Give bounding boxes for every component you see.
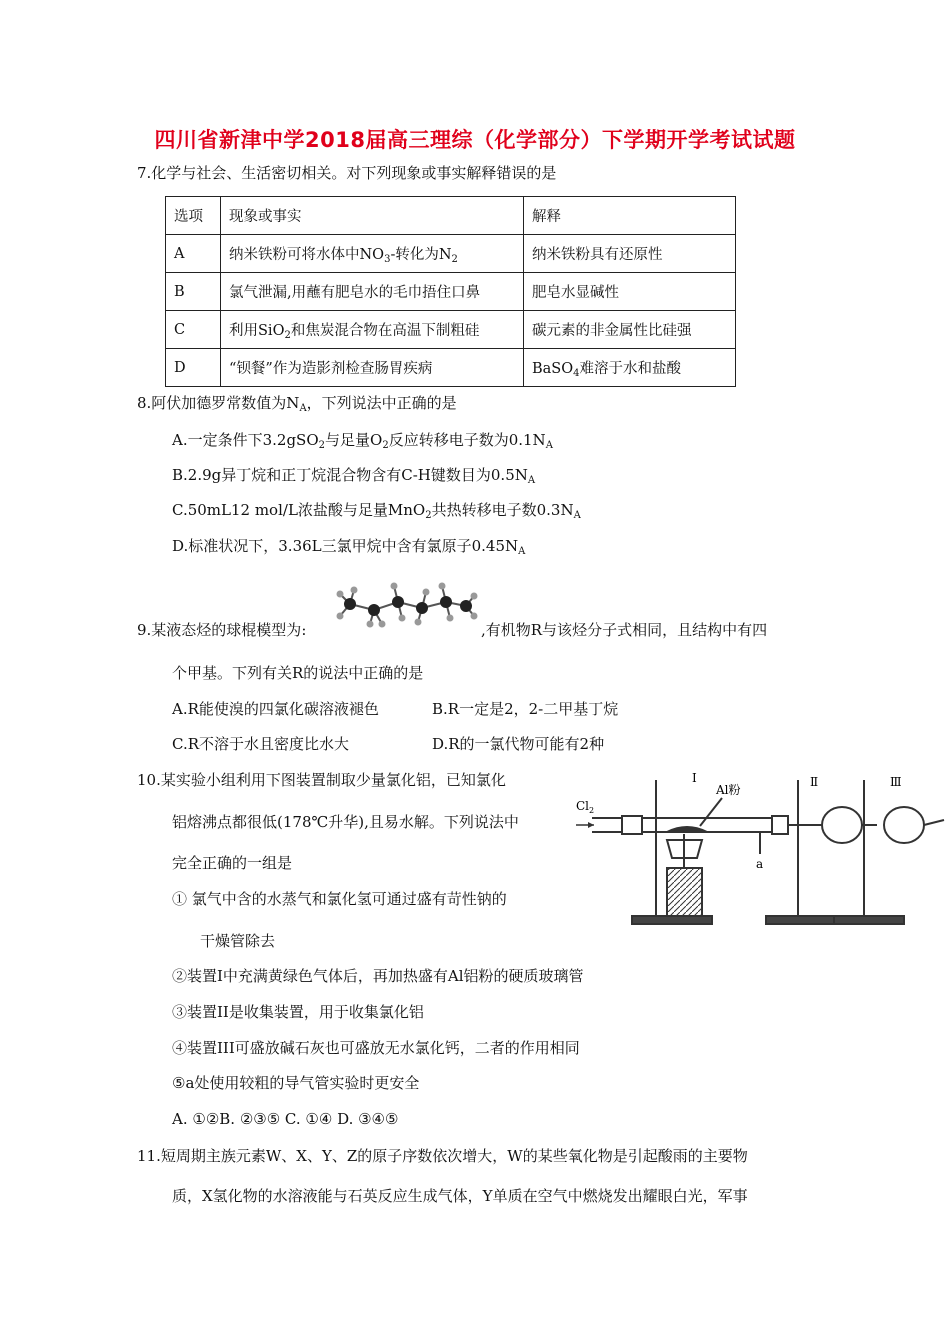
apparatus-iii-label: Ⅲ [890,775,902,789]
q9-stem-end: ,有机物R与该烃分子式相同，且结构中有四 [481,621,768,639]
q10-stem-line2: 铝熔沸点都很低(178℃升华),且易水解。下列说法中 [172,813,519,831]
row-option: C [166,311,221,349]
q10-statement-1a: ① 氯气中含的水蒸气和氯化氢可通过盛有苛性钠的 [172,890,507,908]
q9-stem-line2: 个甲基。下列有关R的说法中正确的是 [172,664,424,682]
q9-stem-start: 9.某液态烃的球棍模型为: [137,621,307,639]
q10-statement-1b: 干燥管除去 [200,932,276,950]
q9-option-a: A.R能使溴的四氯化碳溶液褪色 [172,700,379,718]
table-row [166,311,736,349]
q11-stem-line1: 11.短周期主族元素W、X、Y、Z的原子序数依次增大，W的某些氧化物是引起酸雨的主要物 [137,1147,748,1165]
apparatus-i-label: I [692,771,697,785]
table-row [166,349,736,387]
al-powder-label: Al粉 [716,783,741,797]
row-option: D [166,349,221,387]
row-explanation: 肥皂水显碱性 [524,273,736,311]
header-fact: 现象或事实 [221,197,524,235]
q9-option-b: B.R一定是2，2-二甲基丁烷 [432,700,619,718]
q9-option-c: C.R不溶于水且密度比水大 [172,735,350,753]
q9-option-d: D.R的一氯代物可能有2种 [432,735,605,753]
q10-options: A. ①②B. ②③⑤ C. ①④ D. ③④⑤ [172,1110,399,1128]
row-explanation: 纳米铁粉具有还原性 [524,235,736,273]
q10-statement-5: ⑤a处使用较粗的导气管实验时更安全 [172,1074,420,1092]
row-fact: “钡餐”作为造影剂检查肠胃疾病 [221,349,524,387]
q7-stem: 7.化学与社会、生活密切相关。对下列现象或事实解释错误的是 [137,164,557,182]
row-fact: 利用SiO$_2$和焦炭混合物在高温下制粗硅 [221,311,524,349]
row-explanation: BaSO$_4$难溶于水和盐酸 [524,349,736,387]
q8-stem: 8.阿伏加德罗常数值为$N_A$，下列说法中正确的是 [137,394,457,414]
row-option: B [166,273,221,311]
q10-stem-line3: 完全正确的一组是 [172,854,293,872]
q11-stem-line2: 质，X氢化物的水溶液能与石英反应生成气体，Y单质在空气中燃烧发出耀眼白光，军事 [172,1187,748,1205]
ball-stick-model-image [330,572,478,634]
q7-table [165,196,736,387]
table-row [166,273,736,311]
q10-statement-4: ④装置III可盛放碱石灰也可盛放无水氯化钙，二者的作用相同 [172,1039,580,1057]
apparatus-diagram [572,768,950,938]
q8-option-d: D.标准状况下，3.36L三氯甲烷中含有氯原子$0.45N_A$ [172,537,526,557]
q10-statement-3: ③装置II是收集装置，用于收集氯化铝 [172,1003,424,1021]
row-explanation: 碳元素的非金属性比硅强 [524,311,736,349]
apparatus-ii-label: Ⅱ [810,775,819,789]
header-explanation: 解释 [524,197,736,235]
q8-option-b: B.2.9g异丁烷和正丁烷混合物含有C-H键数目为$0.5N_A$ [172,466,536,486]
point-a-label: a [756,857,764,871]
row-option: A [166,235,221,273]
cl2-label: $Cl_2$ [576,799,595,815]
q10-stem-line1: 10.某实验小组利用下图装置制取少量氯化铝，已知氯化 [137,771,506,789]
q8-option-a: A.一定条件下3.2gSO$_2$与足量$O_2$反应转移电子数为$0.1N_A$ [172,431,553,451]
table-row [166,235,736,273]
q10-statement-2: ②装置I中充满黄绿色气体后，再加热盛有Al铝粉的硬质玻璃管 [172,967,584,985]
page-title: 四川省新津中学2018届高三理综（化学部分）下学期开学考试试题 [154,128,796,152]
row-fact: 氯气泄漏,用蘸有肥皂水的毛巾捂住口鼻 [221,273,524,311]
q8-option-c: C.50mL12 mol/L浓盐酸与足量MnO$_2$共热转移电子数$0.3N_A$ [172,501,581,521]
header-option: 选项 [166,197,221,235]
row-fact: 纳米铁粉可将水体中$NO_3-$转化为$N_2$ [221,235,524,273]
table-header-row [166,197,736,235]
